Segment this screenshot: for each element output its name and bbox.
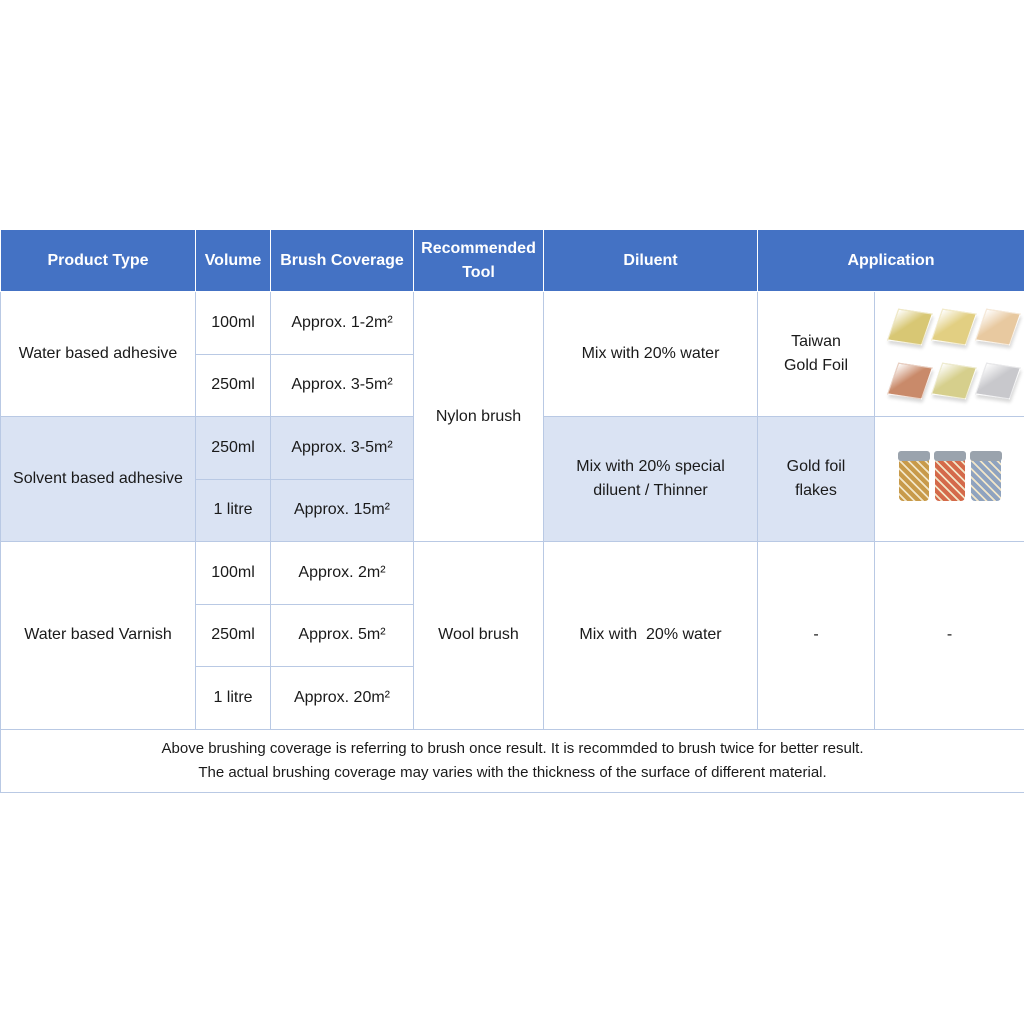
footnote-line-2: The actual brushing coverage may varies with the thickness of the surface of different material.	[198, 763, 827, 781]
volume-cell: 250ml	[196, 604, 271, 667]
application-taiwan-gold-foil: Taiwan Gold Foil	[758, 292, 875, 417]
footnote-line-1: Above brushing coverage is referring to brush once result. It is recommded to brush twice for better result.	[161, 739, 864, 757]
table-row	[1, 292, 1024, 355]
foil-sheet	[887, 363, 933, 400]
header-recommended-tool: Recommended Tool	[414, 230, 544, 292]
flake-jar	[899, 457, 929, 501]
jar-lid	[970, 451, 1002, 461]
application-image-cell: -	[875, 542, 1024, 730]
coverage-cell: Approx. 5m²	[271, 604, 414, 667]
product-spec-table	[0, 229, 1024, 793]
tool-wool-brush: Wool brush	[414, 542, 544, 730]
application-cell: -	[758, 542, 875, 730]
coverage-cell: Approx. 15m²	[271, 479, 414, 542]
product-water-varnish: Water based Varnish	[1, 542, 196, 730]
coverage-cell: Approx. 1-2m²	[271, 292, 414, 355]
volume-cell: 100ml	[196, 292, 271, 355]
header-volume: Volume	[196, 230, 271, 292]
footnote-row	[1, 729, 1024, 792]
coverage-cell: Approx. 3-5m²	[271, 417, 414, 480]
diluent-cell: Mix with 20% water	[544, 542, 758, 730]
flake-jar	[935, 457, 965, 501]
foil-sheet-grid	[875, 301, 1024, 407]
volume-cell: 1 litre	[196, 667, 271, 730]
application-gold-foil-flakes: Gold foil flakes	[758, 417, 875, 542]
volume-cell: 250ml	[196, 417, 271, 480]
volume-cell: 100ml	[196, 542, 271, 605]
product-water-adhesive: Water based adhesive	[1, 292, 196, 417]
foil-sheet	[975, 309, 1021, 346]
jar-lid	[934, 451, 966, 461]
tool-nylon-brush: Nylon brush	[414, 292, 544, 542]
diluent-cell: Mix with 20% special diluent / Thinner	[544, 417, 758, 542]
header-diluent: Diluent	[544, 230, 758, 292]
coverage-cell: Approx. 20m²	[271, 667, 414, 730]
header-product-type: Product Type	[1, 230, 196, 292]
footnote	[1, 729, 1024, 792]
gold-flake-jars-image	[875, 417, 1024, 542]
jar-lid	[898, 451, 930, 461]
volume-cell: 250ml	[196, 354, 271, 417]
foil-sheet	[931, 309, 977, 346]
product-solvent-adhesive: Solvent based adhesive	[1, 417, 196, 542]
diluent-cell: Mix with 20% water	[544, 292, 758, 417]
foil-sheet	[887, 309, 933, 346]
gold-foil-sheets-image	[875, 292, 1024, 417]
header-application: Application	[758, 230, 1024, 292]
coverage-cell: Approx. 2m²	[271, 542, 414, 605]
header-row	[1, 230, 1024, 292]
product-table-container	[0, 229, 1024, 793]
header-brush-coverage: Brush Coverage	[271, 230, 414, 292]
foil-sheet	[931, 363, 977, 400]
jar-row	[875, 457, 1024, 501]
table-row	[1, 542, 1024, 605]
foil-sheet	[975, 363, 1021, 400]
coverage-cell: Approx. 3-5m²	[271, 354, 414, 417]
volume-cell: 1 litre	[196, 479, 271, 542]
flake-jar	[971, 457, 1001, 501]
